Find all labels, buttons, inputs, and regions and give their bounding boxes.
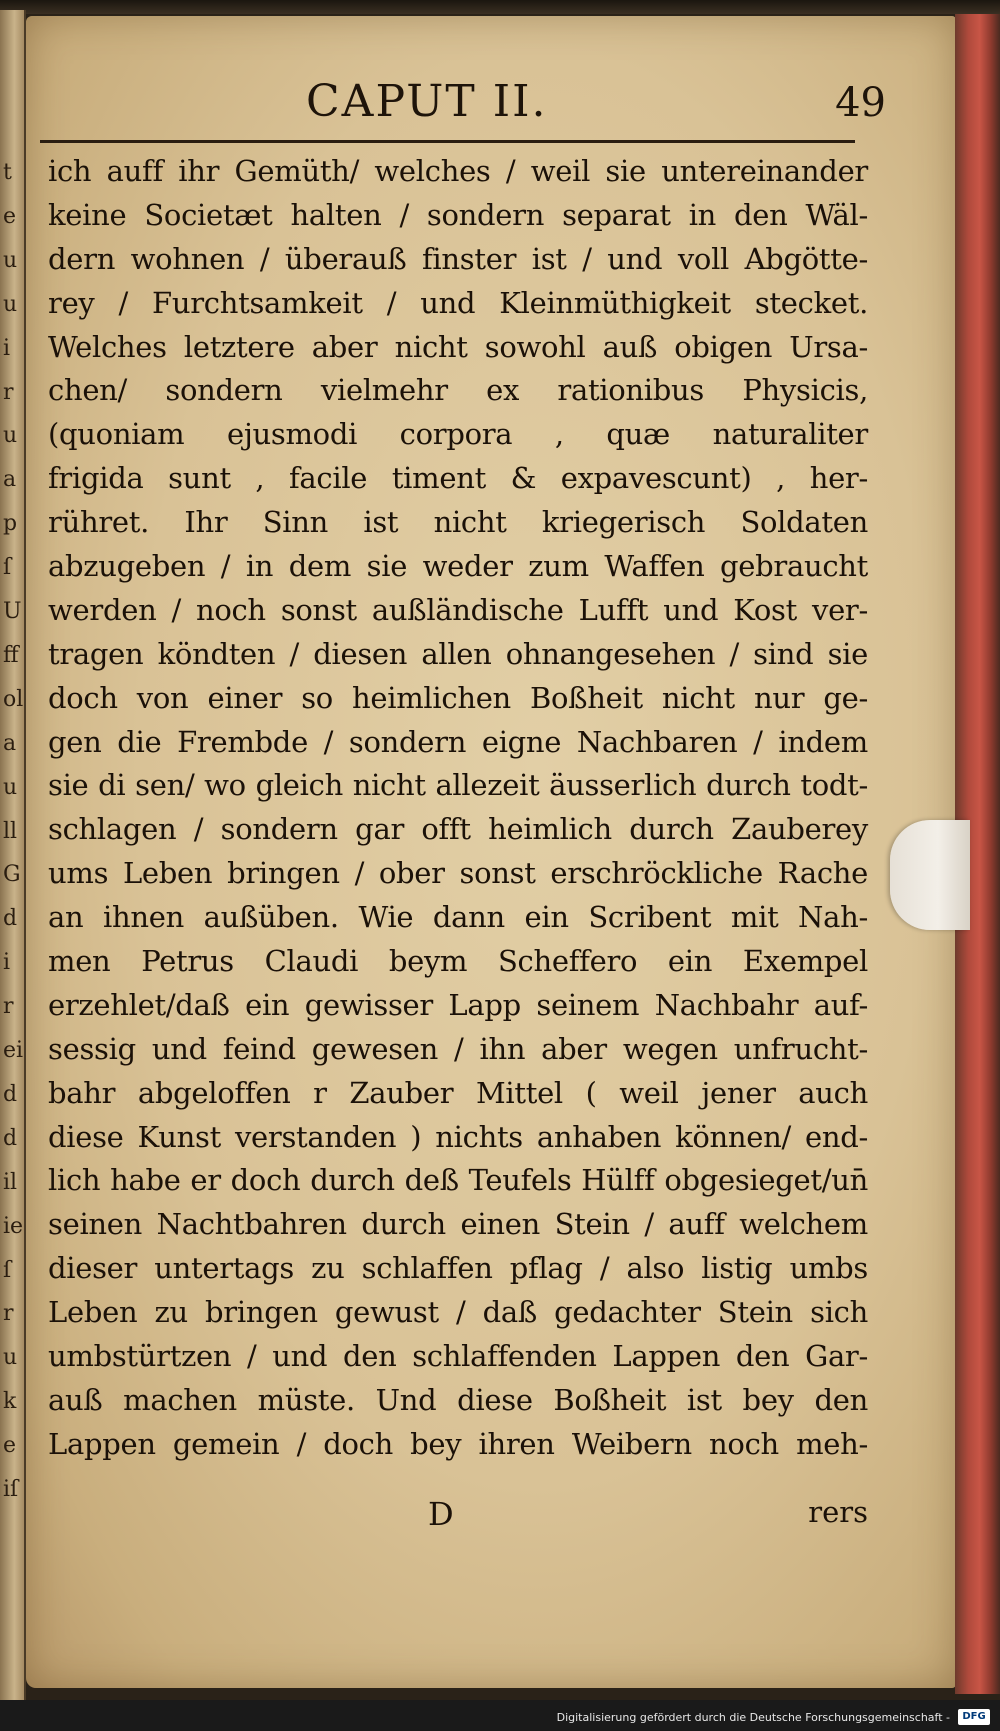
text-line: chen/ sondern vielmehr ex rationibus Physicis, — [48, 373, 868, 408]
text-line: lich habe er doch durch deß Teufels Hülff obgesieget/un̄ — [48, 1163, 868, 1198]
previous-page-fragment: d — [3, 906, 18, 932]
previous-page-fragment: r — [3, 1301, 14, 1327]
chapter-title: CAPUT II. — [306, 76, 548, 127]
previous-page-fragment: r — [3, 994, 14, 1020]
text-line: schlagen / sondern gar offt heimlich durch Zauberey — [48, 812, 868, 847]
previous-page-fragment: k — [3, 1389, 17, 1415]
text-line: Welches letztere aber nicht sowohl auß obigen Ursa- — [48, 329, 868, 364]
digitization-credit: Digitalisierung gefördert durch die Deutsche Forschungsgemeinschaft - — [556, 1711, 950, 1724]
previous-page-fragment: ll — [3, 818, 18, 844]
text-line: auß machen müste. Und diese Boßheit ist bey den — [48, 1382, 868, 1417]
previous-page-fragment: ie — [3, 1213, 24, 1239]
text-line: sie di sen/ wo gleich nicht allezeit äusserlich durch todt- — [48, 768, 868, 803]
text-line: rühret. Ihr Sinn ist nicht kriegerisch Soldaten — [48, 505, 868, 540]
text-line: bahr abgeloffen r Zauber Mittel ( weil jener auch — [48, 1075, 868, 1110]
text-line: dern wohnen / überauß finster ist / und voll Abgötte- — [48, 241, 868, 276]
previous-page-fragment: iſ — [3, 1477, 19, 1502]
text-line: ums Leben bringen / ober sonst erschröckliche Rache — [48, 856, 868, 891]
previous-page-fragment: d — [3, 1081, 18, 1107]
previous-page-fragment: a — [3, 467, 17, 493]
running-head — [36, 70, 896, 140]
previous-page-fragment: u — [3, 1345, 18, 1371]
previous-page-fragment: u — [3, 774, 18, 800]
previous-page-fragment: e — [3, 1433, 17, 1459]
text-line: Leben zu bringen gewust / daß gedachter Stein sich — [48, 1295, 868, 1330]
page-foot — [48, 1495, 868, 1541]
text-line: erzehlet/daß ein gewisser Lapp seinem Nachbahr auf- — [48, 987, 868, 1022]
previous-page-fragment: il — [3, 1169, 18, 1195]
previous-page-fragment: r — [3, 379, 14, 405]
previous-page-fragment: t — [3, 160, 12, 185]
text-line: keine Societæt halten / sondern separat in den Wäl- — [48, 197, 868, 232]
text-line: an ihnen außüben. Wie dann ein Scribent mit Nah- — [48, 900, 868, 935]
previous-page-fragment: ſ — [3, 555, 12, 581]
text-line: rey / Furchtsamkeit / und Kleinmüthigkeit stecket. — [48, 285, 868, 320]
text-line: dieser untertags zu schlaffen pflag / also listig umbs — [48, 1251, 868, 1286]
text-line: doch von einer so heimlichen Boßheit nicht nur ge- — [48, 680, 868, 715]
text-line: tragen köndten / diesen allen ohnangesehen / sind sie — [48, 636, 868, 671]
previous-page-fragment: ol — [3, 686, 24, 712]
previous-page-fragment: a — [3, 730, 17, 756]
previous-page-edge — [0, 10, 26, 1700]
page-number: 49 — [835, 80, 886, 126]
head-rule-divider — [40, 140, 855, 143]
text-line: abzugeben / in dem sie weder zum Waffen gebraucht — [48, 549, 868, 584]
body-text — [48, 150, 868, 1467]
previous-page-fragment: ff — [3, 642, 19, 668]
previous-page-fragment: i — [3, 950, 11, 976]
text-line: gen die Frembde / sondern eigne Nachbaren / indem — [48, 724, 868, 759]
signature-mark: D — [428, 1495, 454, 1533]
previous-page-fragment: G — [3, 862, 21, 888]
previous-page-fragment: ei — [3, 1038, 24, 1063]
bookmark-tab — [890, 820, 970, 930]
text-line: men Petrus Claudi beym Scheffero ein Exempel — [48, 944, 868, 979]
catchword: rers — [808, 1495, 868, 1529]
text-line: werden / noch sonst außländische Lufft und Kost ver- — [48, 592, 868, 627]
text-line: ich auff ihr Gemüth/ welches / weil sie untereinander — [48, 154, 868, 188]
previous-page-fragment: e — [3, 203, 17, 229]
text-line: umbstürtzen / und den schlaffenden Lappen den Gar- — [48, 1339, 868, 1374]
previous-page-fragment: i — [3, 335, 11, 361]
previous-page-fragment: ſ — [3, 1257, 12, 1283]
text-line: seinen Nachtbahren durch einen Stein / auff welchem — [48, 1207, 868, 1242]
previous-page-fragment: u — [3, 291, 18, 317]
previous-page-fragment: p — [3, 511, 18, 537]
previous-page-fragment: d — [3, 1125, 18, 1151]
previous-page-fragment: U — [3, 599, 22, 624]
text-line: diese Kunst verstanden ) nichts anhaben können/ end- — [48, 1119, 868, 1154]
text-line: sessig und feind gewesen / ihn aber wegen unfrucht- — [48, 1031, 868, 1066]
scan-background-top — [0, 0, 1000, 14]
previous-page-fragment: u — [3, 247, 18, 273]
text-line: (quoniam ejusmodi corpora , quæ naturaliter — [48, 417, 868, 452]
text-line: Lappen gemein / doch bey ihren Weibern noch meh- — [48, 1426, 868, 1461]
text-line: frigida sunt , facile timent & expavescunt) , her- — [48, 461, 868, 496]
previous-page-fragment: u — [3, 423, 18, 449]
dfg-logo: DFG — [958, 1709, 990, 1725]
